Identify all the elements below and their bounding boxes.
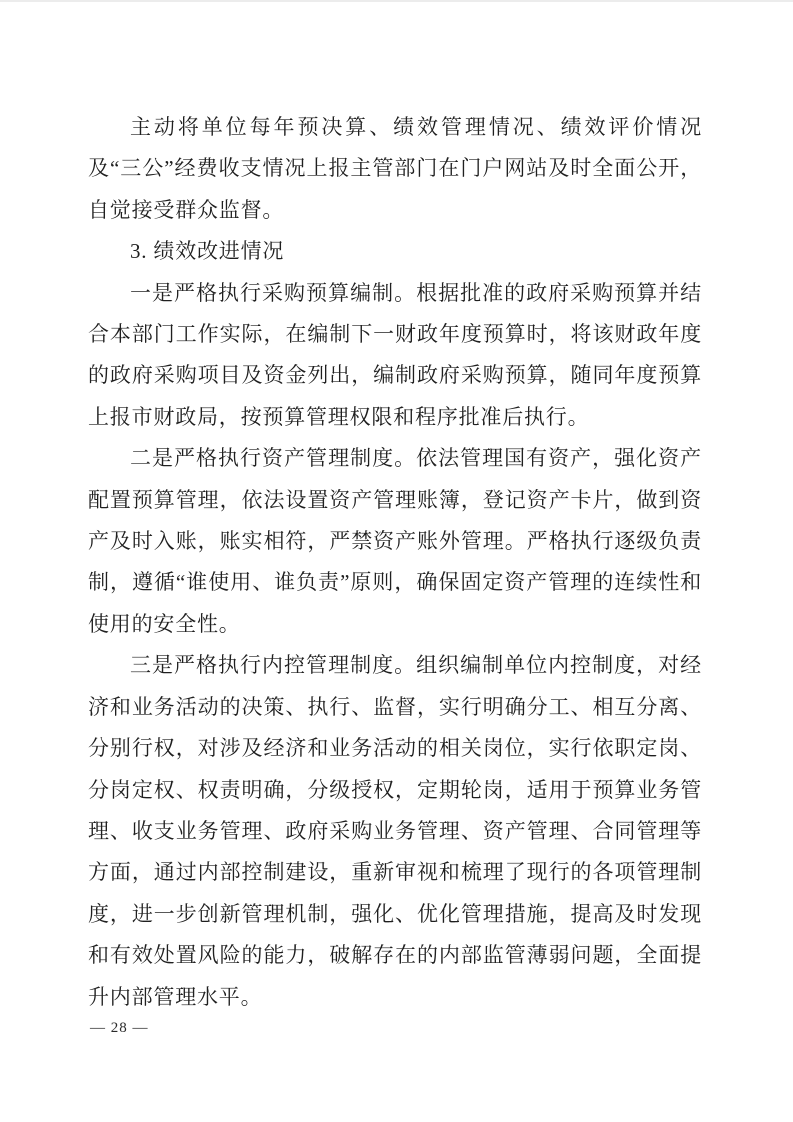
scan-edge-artifact — [0, 0, 793, 2]
paragraph-public-disclosure: 主动将单位每年预决算、绩效管理情况、绩效评价情况及“三公”经费收支情况上报主管部门在门户网站及时全面公开，自觉接受群众监督。 — [88, 115, 702, 222]
section-heading-performance-improvement: 3. 绩效改进情况 — [130, 239, 285, 264]
page-body — [88, 107, 702, 1018]
paragraph-procurement-budget: 一是严格执行采购预算编制。根据批准的政府采购预算并结合本部门工作实际，在编制下一财政年度预算时，将该财政年度的政府采购项目及资金列出，编制政府采购预算，随同年度预算上报市财政局，按预算管理权限和程序批准后执行。 — [88, 280, 702, 429]
page-number: — 28 — — [90, 1020, 149, 1036]
paragraph-internal-control: 三是严格执行内控管理制度。组织编制单位内控制度，对经济和业务活动的决策、执行、监督，实行明确分工、相互分离、分别行权，对涉及经济和业务活动的相关岗位，实行依职定岗、分岗定权、权责明确，分级授权，定期轮岗，适用于预算业务管理、收支业务管理、政府采购业务管理、资产管理、合同管理等方面，通过内部控制建设，重新审视和梳理了现行的各项管理制度，进一步创新管理机制，强化、优化管理措施，提高及时发现和有效处置风险的能力，破解存在的内部监管薄弱问题，全面提升内部管理水平。 — [88, 653, 702, 1009]
paragraph-asset-management: 二是严格执行资产管理制度。依法管理国有资产，强化资产配置预算管理，依法设置资产管理账簿，登记资产卡片，做到资产及时入账，账实相符，严禁资产账外管理。严格执行逐级负责制，遵循“谁使用、谁负责”原则，确保固定资产管理的连续性和使用的安全性。 — [88, 446, 702, 636]
